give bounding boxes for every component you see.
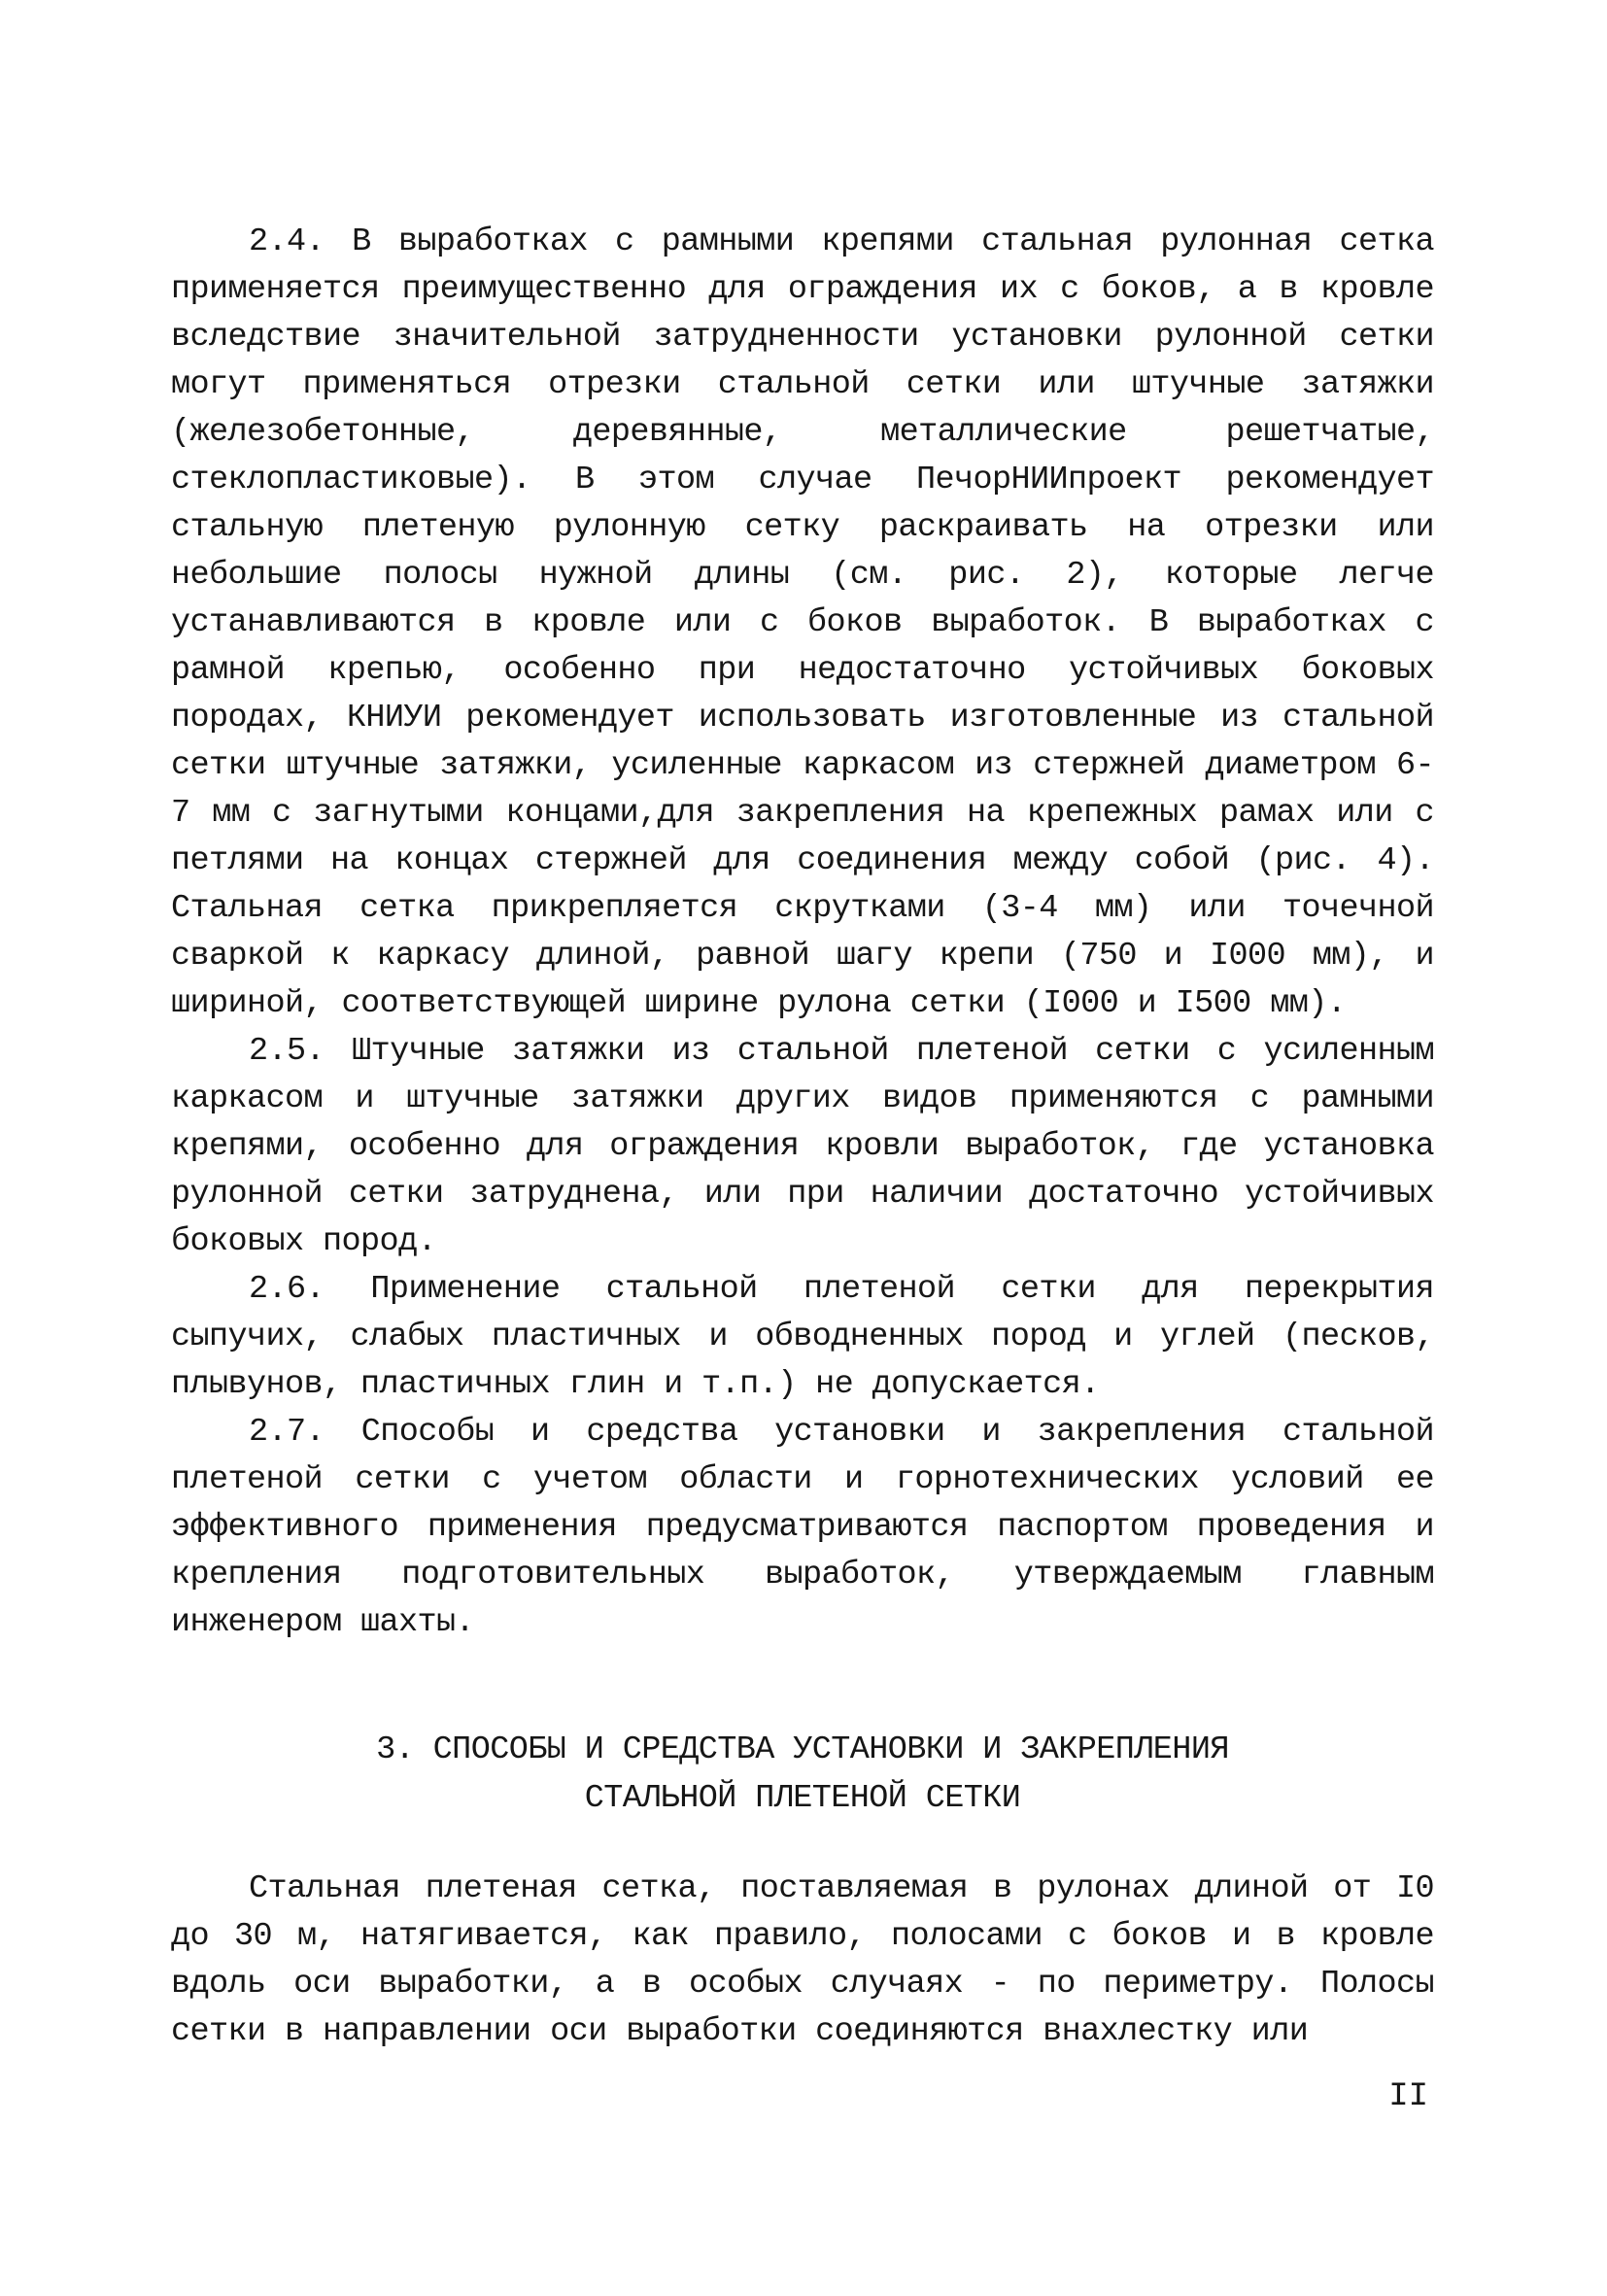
paragraph-2-5: 2.5. Штучные затяжки из стальной плетеной сетки с усиленным каркасом и штучные затяжки других видов применяются с рамными крепями, особенно для ограждения кровли выработок, где установка рулонной сетки затруднена, или при наличии достаточно устойчивых боковых пород. — [171, 1033, 1434, 1260]
section-3-heading-line-2: СТАЛЬНОЙ ПЛЕТЕНОЙ СЕТКИ — [584, 1780, 1021, 1817]
section-3-heading-line-1: 3. СПОСОБЫ И СРЕДСТВА УСТАНОВКИ И ЗАКРЕПЛЕНИЯ — [376, 1731, 1229, 1768]
section-3-heading — [171, 1726, 1434, 1823]
section-2-body — [171, 219, 1434, 1647]
paragraph-2-6: 2.6. Применение стальной плетеной сетки для перекрытия сыпучих, слабых пластичных и обводненных пород и углей (песков, плывунов, пластичных глин и т.п.) не допускается. — [171, 1271, 1434, 1403]
paragraph-2-4: 2.4. В выработках с рамными крепями стальная рулонная сетка применяется преимущественно для ограждения их с боков, а в кровле вследствие значительной затрудненности установки рулонной сетки могут применяться отрезки стальной сетки или штучные затяжки (железобетонные, деревянные, металлические решетчатые, стеклопластиковые). В этом случае ПечорНИИпроект рекомендует стальную плетеную рулонную сетку раскраивать на отрезки или небольшие полосы нужной длины (см. рис. 2), которые легче устанавливаются в кровле или с боков выработок. В выработках с рамной крепью, особенно при недостаточно устойчивых боковых породах, КНИУИ рекомендует использовать изготовленные из стальной сетки штучные затяжки, усиленные каркасом из стержней диаметром 6-7 мм с загнутыми концами,для закрепления на крепежных рамах или с петлями на концах стержней для соединения между собой (рис. 4). Стальная сетка прикрепляется скрутками (3-4 мм) или точечной сваркой к каркасу длиной, равной шагу крепи (750 и I000 мм), и шириной, соответствующей ширине рулона сетки (I000 и I500 мм). — [171, 223, 1434, 1022]
page-number: II — [1388, 2078, 1428, 2115]
paragraph-3-intro: Стальная плетеная сетка, поставляемая в рулонах длиной от I0 до 30 м, натягивается, как правило, полосами с боков и в кровле вдоль оси выработки, а в особых случаях - по периметру. Полосы сетки в направлении оси выработки соединяются внахлестку или — [171, 1870, 1434, 2050]
paragraph-2-7: 2.7. Способы и средства установки и закрепления стальной плетеной сетки с учетом области и горнотехнических условий ее эффективного применения предусматриваются паспортом проведения и крепления подготовительных выработок, утверждаемым главным инженером шахты. — [171, 1414, 1434, 1641]
section-3-body — [171, 1866, 1434, 2056]
